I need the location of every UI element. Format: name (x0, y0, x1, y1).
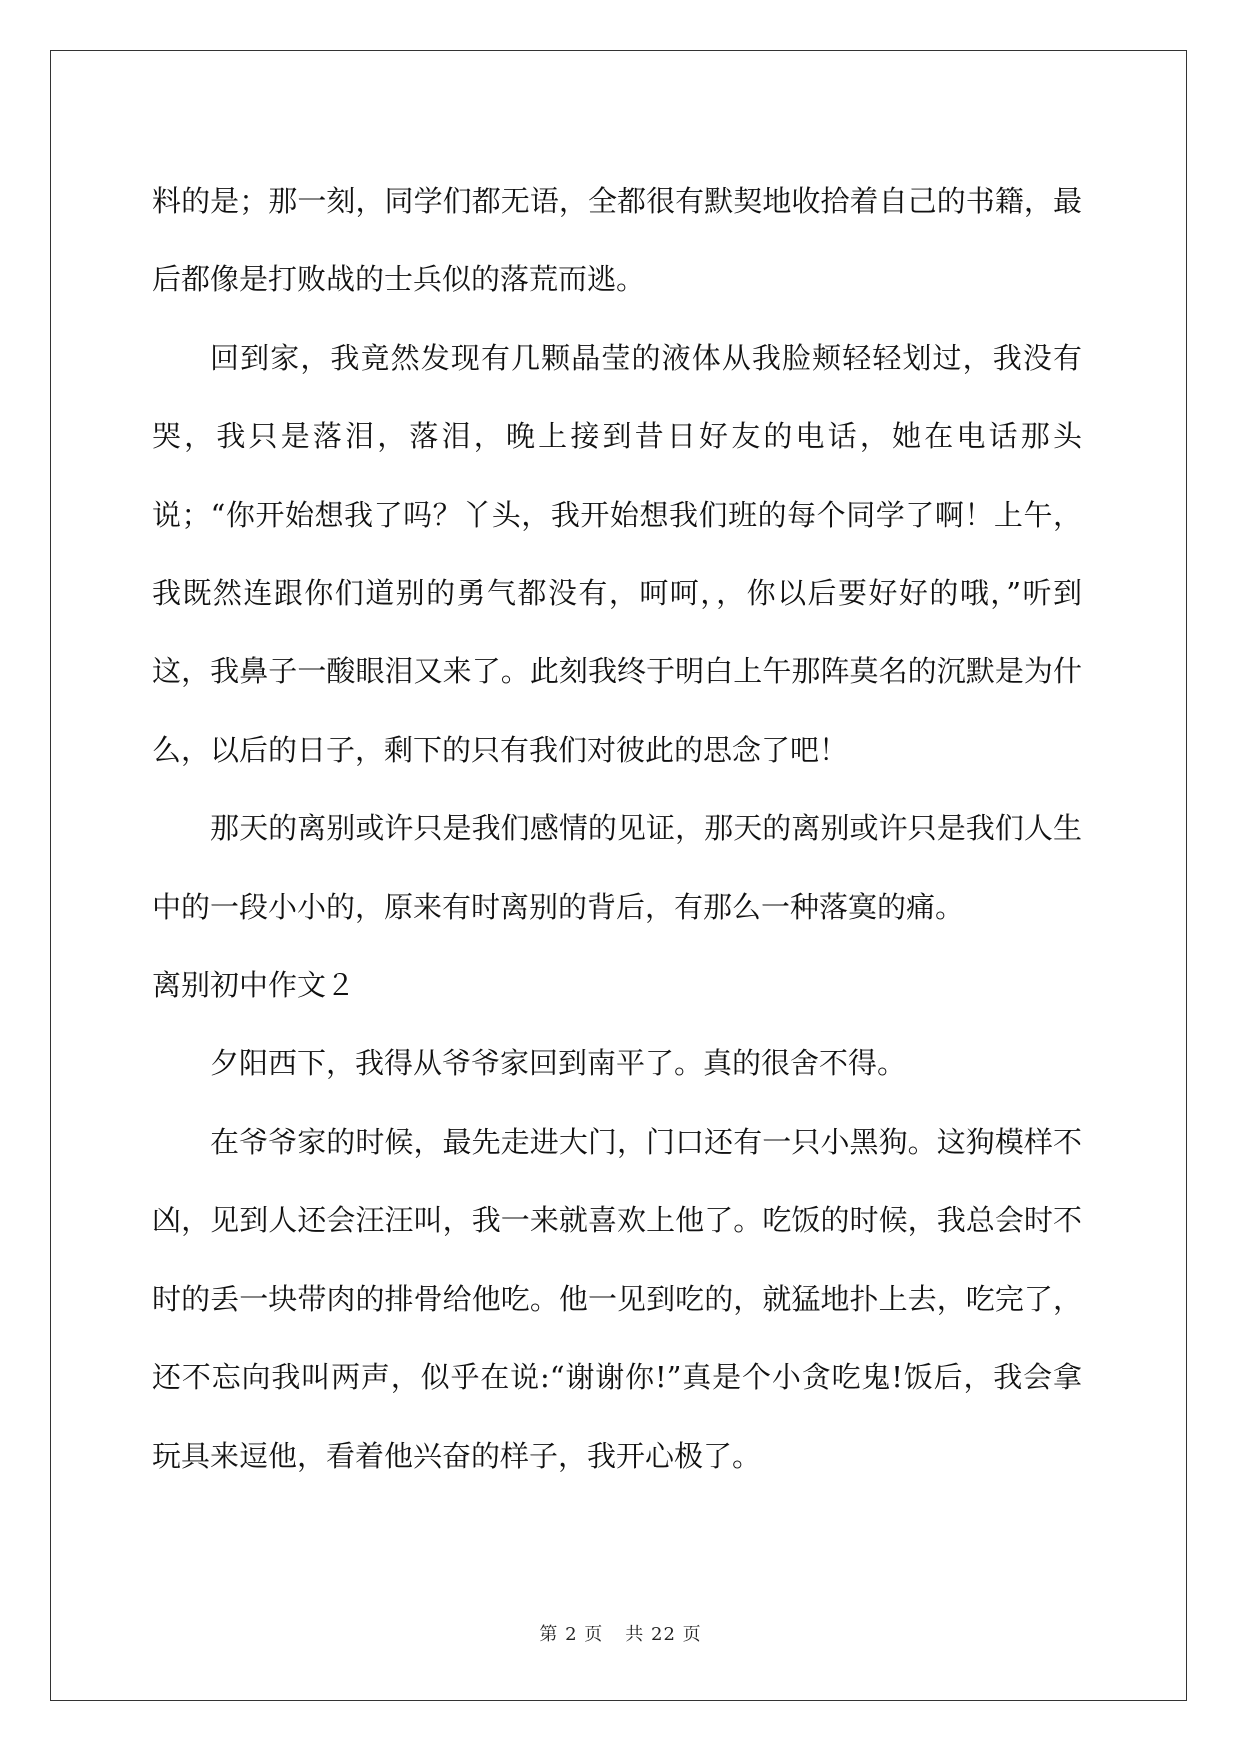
paragraph-2: 回到家，我竟然发现有几颗晶莹的液体从我脸颊轻轻划过，我没有哭，我只是落泪，落泪，晚上接到昔日好友的电话，她在电话那头说；“你开始想我了吗？丫头，我开始想我们班的每个同学了啊！上午，我既然连跟你们道别的勇气都没有，呵呵，，你以后要好好的哦，”听到这，我鼻子一酸眼泪又来了。此刻我终于明白上午那阵莫名的沉默是为什么，以后的日子，剩下的只有我们对彼此的思念了吧！ (152, 340, 1082, 767)
section-heading: 离别初中作文２ (152, 968, 356, 1003)
paragraph-4: 夕阳西下，我得从爷爷家回到南平了。真的很舍不得。 (210, 1046, 907, 1081)
document-body (152, 162, 1082, 1495)
page-number: 第 2 页 (539, 1624, 604, 1645)
paragraph-3: 那天的离别或许只是我们感情的见证，那天的离别或许只是我们人生中的一段小小的，原来有时离别的背后，有那么一种落寞的痛。 (152, 811, 1082, 924)
paragraph-5: 在爷爷家的时候，最先走进大门，门口还有一只小黑狗。这狗模样不凶，见到人还会汪汪叫，我一来就喜欢上他了。吃饭的时候，我总会时不时的丢一块带肉的排骨给他吃。他一见到吃的，就猛地扑上去，吃完了，还不忘向我叫两声，似乎在说:“谢谢你!”真是个小贪吃鬼!饭后，我会拿玩具来逗他，看着他兴奋的样子，我开心极了。 (152, 1124, 1082, 1473)
paragraph-1: 料的是；那一刻，同学们都无语，全都很有默契地收拾着自己的书籍，最后都像是打败战的士兵似的落荒而逃。 (152, 184, 1082, 297)
page-total: 共 22 页 (625, 1624, 702, 1645)
page-footer (0, 1620, 1241, 1646)
